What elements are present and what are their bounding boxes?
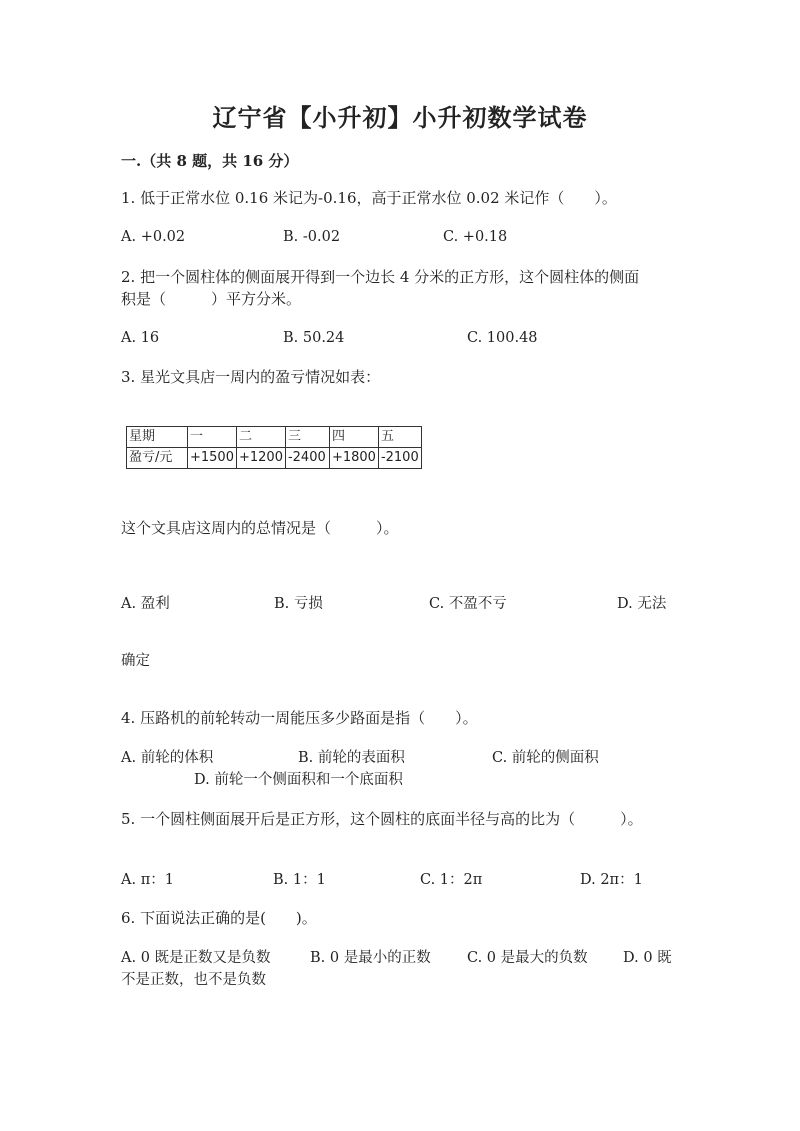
q6-option-c: C. 0 是最大的负数 xyxy=(467,950,588,966)
q5-option-a: A. π：1 xyxy=(121,872,174,888)
table-cell: 二 xyxy=(236,427,285,448)
q6-option-d-wrap: 不是正数，也不是负数 xyxy=(121,972,266,988)
q1-option-c: C. +0.18 xyxy=(443,229,508,245)
q4-option-b: B. 前轮的表面积 xyxy=(298,750,405,766)
q5-option-b: B. 1：1 xyxy=(273,872,326,888)
q4-option-a: A. 前轮的体积 xyxy=(121,750,214,766)
q3-question: 这个文具店这周内的总情况是（ ）。 xyxy=(121,519,399,537)
q1-option-a: A. +0.02 xyxy=(121,229,186,245)
table-cell: 盈亏/元 xyxy=(127,448,188,469)
q2-option-a: A. 16 xyxy=(121,330,160,346)
table-header-row xyxy=(127,427,422,448)
q1-stem: 1. 低于正常水位 0.16 米记为-0.16，高于正常水位 0.02 米记作（ ）。 xyxy=(121,189,617,207)
profit-loss-table xyxy=(126,426,422,469)
q2-option-b: B. 50.24 xyxy=(283,330,345,346)
q2-stem-line1: 2. 把一个圆柱体的侧面展开得到一个边长 4 分米的正方形，这个圆柱体的侧面 xyxy=(121,268,640,286)
q3-stem: 3. 星光文具店一周内的盈亏情况如表： xyxy=(121,368,381,386)
q5-stem: 5. 一个圆柱侧面展开后是正方形，这个圆柱的底面半径与高的比为（ ）。 xyxy=(121,810,643,828)
q3-option-a: A. 盈利 xyxy=(121,596,170,612)
q3-option-c: C. 不盈不亏 xyxy=(429,596,507,612)
q6-stem: 6. 下面说法正确的是( )。 xyxy=(121,909,317,927)
q2-stem-line2: 积是（ ）平方分米。 xyxy=(121,290,302,308)
q5-option-c: C. 1：2π xyxy=(420,872,483,888)
q4-option-c: C. 前轮的侧面积 xyxy=(492,750,599,766)
q6-option-b: B. 0 是最小的正数 xyxy=(310,950,431,966)
table-cell: 一 xyxy=(188,427,237,448)
q6-option-a: A. 0 既是正数又是负数 xyxy=(121,950,271,966)
q3-option-d: D. 无法 xyxy=(617,596,667,612)
q4-option-d: D. 前轮一个侧面积和一个底面积 xyxy=(194,772,403,788)
table-cell: 四 xyxy=(329,427,378,448)
section-header: 一.（共 8 题，共 16 分） xyxy=(121,152,299,170)
table-cell: +1200 xyxy=(236,448,285,469)
q6-option-d: D. 0 既 xyxy=(623,950,672,966)
q5-option-d: D. 2π：1 xyxy=(580,872,643,888)
q2-option-c: C. 100.48 xyxy=(467,330,538,346)
q3-option-d-wrap: 确定 xyxy=(121,653,150,669)
q1-option-b: B. -0.02 xyxy=(283,229,341,245)
table-row xyxy=(127,448,422,469)
table-cell: +1500 xyxy=(188,448,237,469)
q3-option-b: B. 亏损 xyxy=(274,596,323,612)
table-cell: -2100 xyxy=(378,448,421,469)
exam-title: 辽宁省【小升初】小升初数学试卷 xyxy=(212,103,588,132)
table-cell: 星期 xyxy=(127,427,188,448)
table-cell: 三 xyxy=(285,427,329,448)
table-cell: -2400 xyxy=(285,448,329,469)
table-cell: 五 xyxy=(378,427,421,448)
table-cell: +1800 xyxy=(329,448,378,469)
q4-stem: 4. 压路机的前轮转动一周能压多少路面是指（ ）。 xyxy=(121,709,478,727)
